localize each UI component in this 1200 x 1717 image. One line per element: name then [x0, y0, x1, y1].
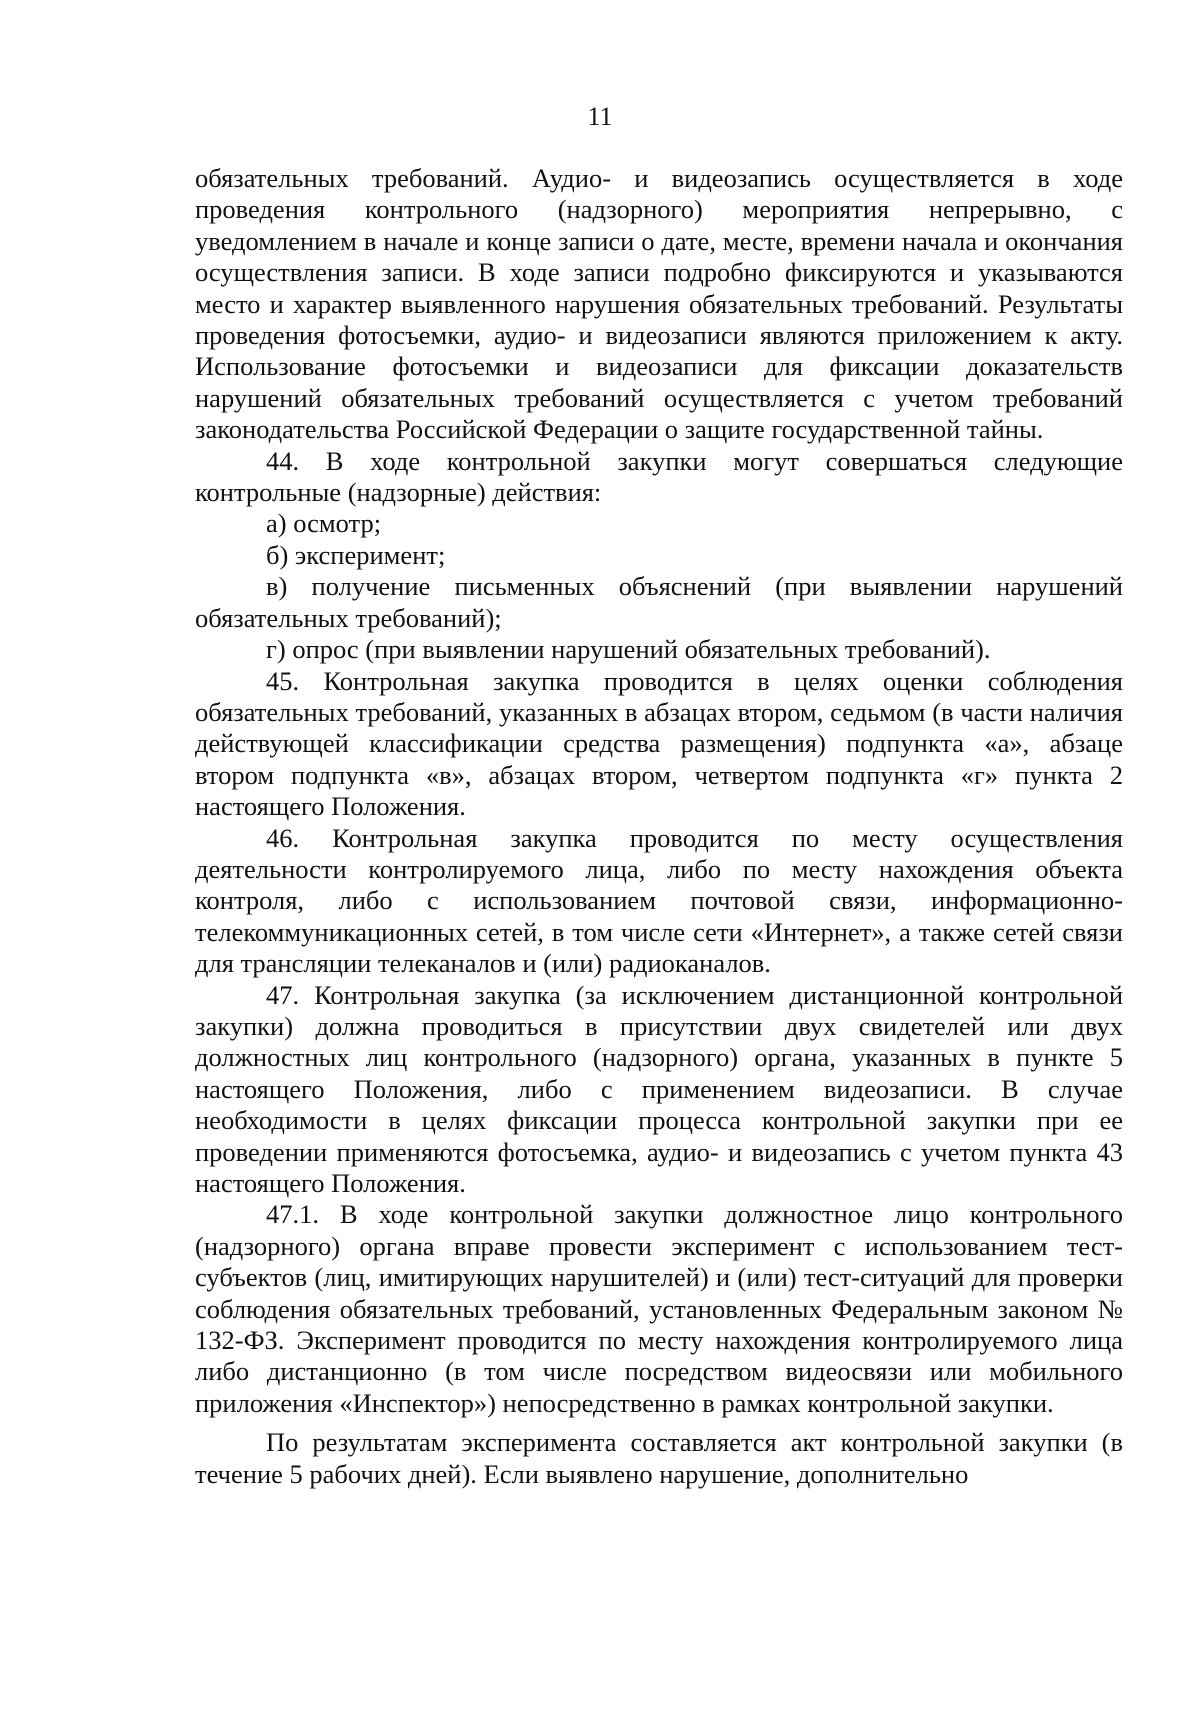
- document-body: [195, 163, 1123, 1490]
- paragraph-45: 45. Контрольная закупка проводится в целях оценки соблюдения обязательных требований, указанных в абзацах втором, седьмом (в части наличия действующей классификации средства размещения) подпункта «а», абзаце втором подпункта «в», абзацах втором, четвертом подпункта «г» пункта 2 настоящего Положения.: [195, 665, 1123, 822]
- paragraph-47-1: 47.1. В ходе контрольной закупки должностное лицо контрольного (надзорного) органа вправе провести эксперимент с использованием тест-субъектов (лиц, имитирующих нарушителей) и (или) тест-ситуаций для проверки соблюдения обязательных требований, установленных Федеральным законом № 132-ФЗ. Эксперимент проводится по месту нахождения контролируемого лица либо дистанционно (в том числе посредством видеосвязи или мобильного приложения «Инспектор») непосредственно в рамках контрольной закупки.: [195, 1199, 1123, 1418]
- list-item-44v: в) получение письменных объяснений (при выявлении нарушений обязательных требований);: [195, 571, 1123, 633]
- list-item-44b: б) эксперимент;: [266, 539, 446, 570]
- paragraph-47: 47. Контрольная закупка (за исключением дистанционной контрольной закупки) должна проводиться в присутствии двух свидетелей или двух должностных лиц контрольного (надзорного) органа, указанных в пункте 5 настоящего Положения, либо с применением видеозаписи. В случае необходимости в целях фиксации процесса контрольной закупки при ее проведении применяются фотосъемка, аудио- и видеозапись с учетом пункта 43 настоящего Положения.: [195, 979, 1123, 1198]
- list-item-44a: а) осмотр;: [266, 508, 382, 539]
- paragraph-44: 44. В ходе контрольной закупки могут совершаться следующие контрольные (надзорные) действия:: [195, 445, 1123, 508]
- paragraph-experiment-results: По результатам эксперимента составляется акт контрольной закупки (в течение 5 рабочих дней). Если выявлено нарушение, дополнительно: [195, 1427, 1123, 1489]
- paragraph-continuation: обязательных требований. Аудио- и видеозапись осуществляется в ходе проведения контрольного (надзорного) мероприятия непрерывно, с уведомлением в начале и конце записи о дате, месте, времени начала и окончания осуществления записи. В ходе записи подробно фиксируются и указываются место и характер выявленного нарушения обязательных требований. Результаты проведения фотосъемки, аудио- и видеозаписи являются приложением к акту. Использование фотосъемки и видеозаписи для фиксации доказательств нарушений обязательных требований осуществляется с учетом требований законодательства Российской Федерации о защите государственной тайны.: [195, 163, 1123, 445]
- page-number: 11: [587, 102, 613, 131]
- paragraph-46: 46. Контрольная закупка проводится по месту осуществления деятельности контролируемого лица, либо по месту нахождения объекта контроля, либо с использованием почтовой связи, информационно-телекоммуникационных сетей, в том числе сети «Интернет», а также сетей связи для трансляции телеканалов и (или) радиоканалов.: [195, 822, 1123, 979]
- list-item-44g: г) опрос (при выявлении нарушений обязательных требований).: [266, 634, 991, 665]
